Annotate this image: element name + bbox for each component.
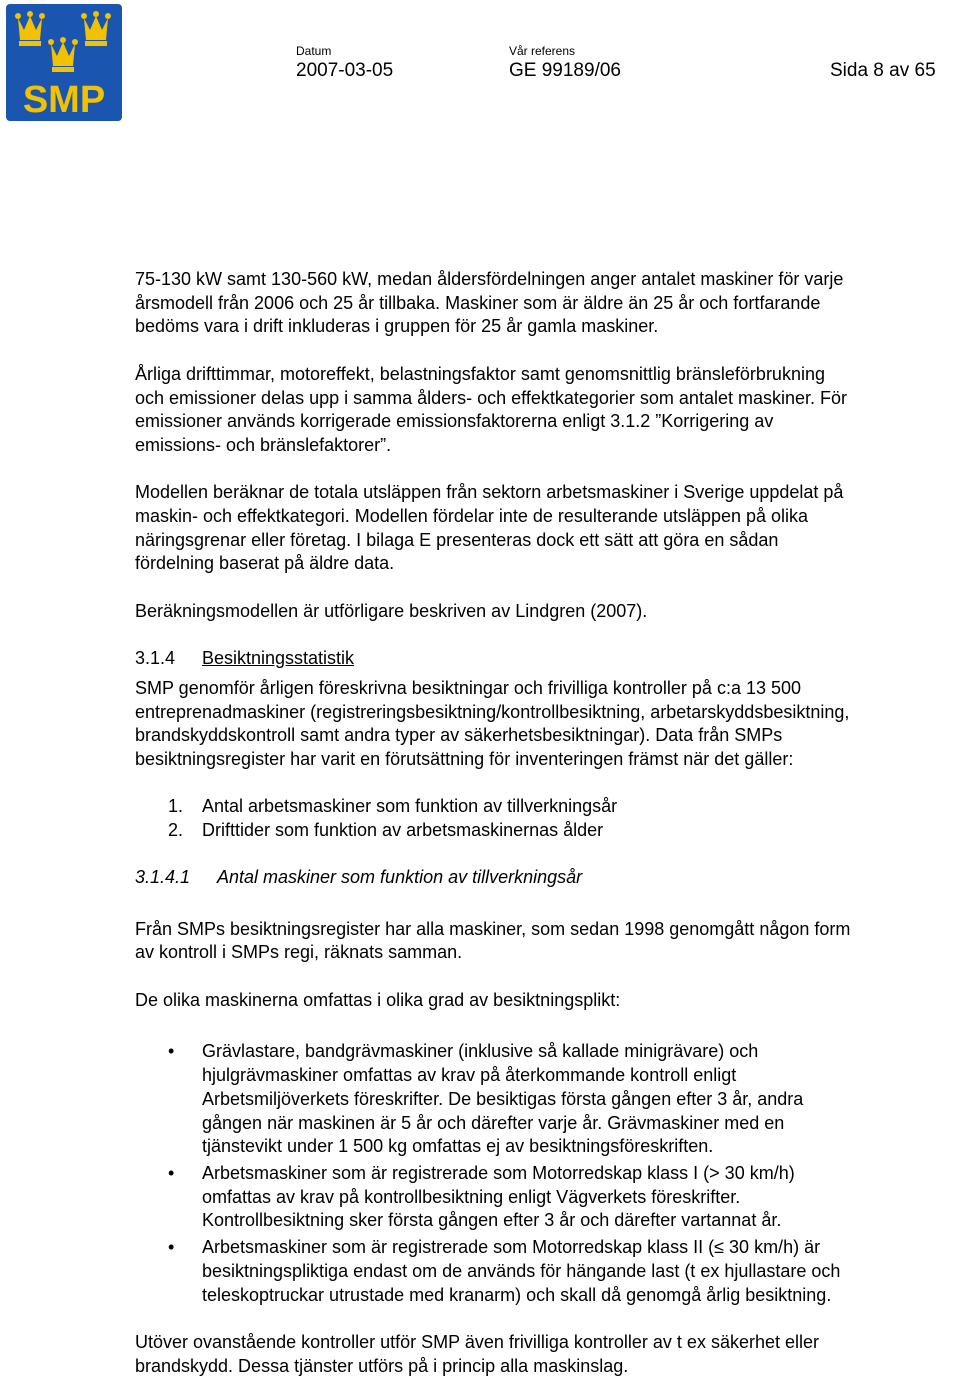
text-line: brandskyddskontroll samt andra typer av säkerhetsbesiktningar). Data från SMPs: [135, 725, 783, 746]
text-line: Årliga drifttimmar, motoreffekt, belastningsfaktor samt genomsnittlig bränsleförbrukning: [135, 363, 825, 384]
bullet-item: [135, 1040, 960, 1159]
date-label: Datum: [296, 44, 332, 58]
paragraph: [135, 677, 960, 772]
text-line: Beräkningsmodellen är utförligare beskriven av Lindgren (2007).: [135, 600, 648, 621]
bullet-list: [135, 1040, 960, 1307]
text-line: Grävlastare, bandgrävmaskiner (inklusive så kallade minigrävare) och: [202, 1041, 759, 1062]
paragraph: [135, 1331, 960, 1378]
logo-text: SMP: [22, 79, 106, 121]
text-line: De olika maskinerna omfattas i olika grad av besiktningsplikt:: [135, 989, 621, 1010]
paragraph: [135, 600, 960, 624]
bullet-icon: •: [168, 1237, 175, 1258]
text-line: fördelning baserat på äldre data.: [135, 553, 395, 574]
smp-logo: [6, 4, 122, 121]
text-line: emissioner används korrigerade emissionsfaktorerna enligt 3.1.2 ”Korrigering av: [135, 411, 774, 432]
text-line: emissions- och bränslefaktorer”.: [135, 434, 392, 455]
text-line: entreprenadmaskiner (registreringsbesiktning/kontrollbesiktning, arbetarskyddsbesiktning,: [135, 701, 850, 722]
list-text: Drifttider som funktion av arbetsmaskinernas ålder: [202, 819, 604, 840]
text-line: maskin- och effektkategori. Modellen fördelar inte de resulterande utsläppen på olika: [135, 506, 809, 526]
document-body: [135, 268, 960, 1378]
text-line: Modellen beräknar de totala utsläppen från sektorn arbetsmaskiner i Sverige uppdelat på: [135, 482, 844, 503]
bullet-icon: •: [168, 1041, 175, 1062]
page-number: Sida 8 av 65: [830, 60, 936, 81]
text-line: omfattas av krav på kontrollbesiktning enligt Vägverkets föreskrifter.: [202, 1186, 741, 1207]
date-value: 2007-03-05: [296, 60, 394, 81]
bullet-item: [135, 1236, 960, 1307]
section-title: Besiktningsstatistik: [202, 648, 355, 669]
text-line: Utöver ovanstående kontroller utför SMP även frivilliga kontroller av t ex säkerhet eller: [135, 1331, 819, 1352]
text-line: brandskydd. Dessa tjänster utförs på i princip alla maskinslag.: [135, 1355, 629, 1376]
paragraph: [135, 268, 960, 339]
reference-label: Vår referens: [509, 44, 576, 58]
paragraph: [135, 989, 960, 1013]
text-line: och emissioner delas upp i samma ålders- och effektkategorier som antalet maskiner. För: [135, 387, 847, 408]
paragraph: [135, 481, 960, 576]
reference-value: GE 99189/06: [509, 60, 621, 81]
list-item: [135, 795, 960, 819]
section-heading: [135, 647, 960, 671]
list-number: 2.: [168, 819, 184, 840]
numbered-list: [135, 795, 960, 842]
text-line: besiktningsregister har varit en förutsättning för inventeringen främst när det gäller:: [135, 749, 794, 769]
subsection-number: 3.1.4.1: [135, 866, 191, 887]
paragraph: [135, 918, 960, 965]
text-line: besiktningspliktiga endast om de används för hängande last (t ex hjullastare och: [202, 1260, 841, 1281]
bullet-icon: •: [168, 1163, 175, 1183]
text-line: näringsgrenar eller företag. I bilaga E presenteras dock ett sätt att göra en sådan: [135, 529, 779, 550]
paragraph: [135, 363, 960, 458]
text-line: bedöms vara i drift inkluderas i gruppen för 25 år gamla maskiner.: [135, 316, 659, 337]
text-line: gången när maskinen är 5 år och därefter varje år. Grävmaskiner med en: [202, 1112, 785, 1133]
text-line: Från SMPs besiktningsregister har alla maskiner, som sedan 1998 genomgått någon form: [135, 918, 851, 939]
bullet-item: [135, 1162, 960, 1233]
list-item: [135, 819, 960, 843]
text-line: tjänstevikt under 1 500 kg omfattas ej av besiktningsföreskriften.: [202, 1136, 714, 1157]
text-line: Arbetsmiljöverkets föreskrifter. De besiktigas första gången efter 3 år, andra: [202, 1088, 804, 1109]
section-number: 3.1.4: [135, 648, 176, 669]
subsection-title: Antal maskiner som funktion av tillverkningsår: [217, 866, 583, 887]
text-line: SMP genomför årligen föreskrivna besiktningar och frivilliga kontroller på c:a 13 500: [135, 677, 802, 698]
text-line: Kontrollbesiktning sker första gången efter 3 år och därefter vartannat år.: [202, 1210, 782, 1231]
text-line: av kontroll i SMPs regi, räknats samman.: [135, 942, 463, 963]
subsection-heading: [135, 866, 960, 890]
list-number: 1.: [168, 795, 184, 816]
text-line: hjulgrävmaskiner omfattas av krav på återkommande kontroll enligt: [202, 1065, 737, 1086]
text-line: Arbetsmaskiner som är registrerade som Motorredskap klass I (> 30 km/h): [202, 1163, 795, 1183]
text-line: Arbetsmaskiner som är registrerade som Motorredskap klass II (≤ 30 km/h) är: [202, 1237, 821, 1258]
text-line: 75-130 kW samt 130-560 kW, medan åldersfördelningen anger antalet maskiner för varje: [135, 269, 844, 289]
text-line: teleskoptruckar utrustade med kranarm) och skall då genomgå årlig besiktning.: [202, 1284, 832, 1305]
text-line: årsmodell från 2006 och 25 år tillbaka. Maskiner som är äldre än 25 år och fortfarande: [135, 292, 821, 313]
list-text: Antal arbetsmaskiner som funktion av tillverkningsår: [202, 795, 618, 816]
